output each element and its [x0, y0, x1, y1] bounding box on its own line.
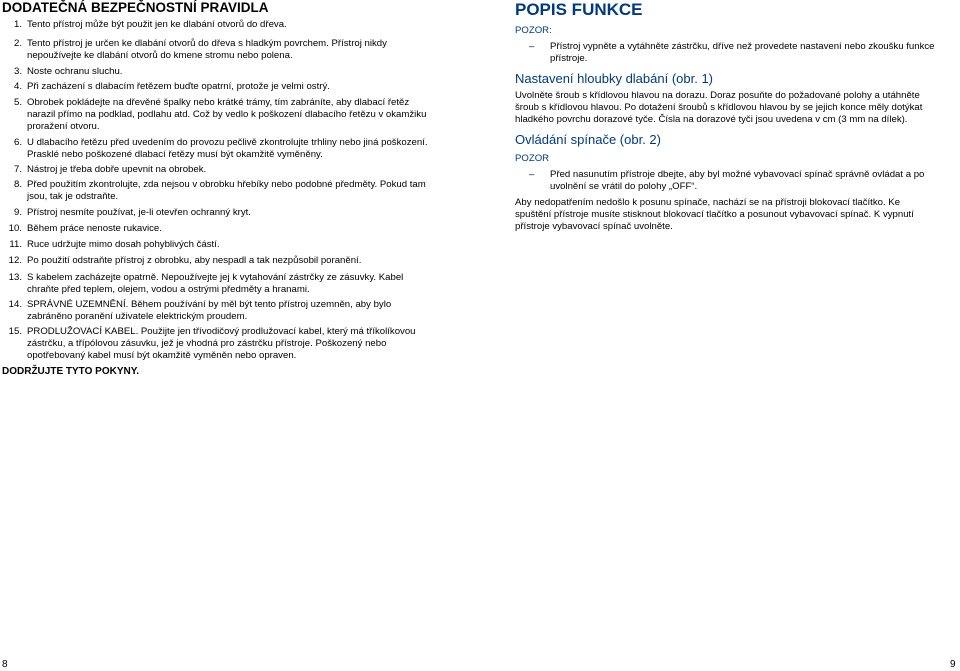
caution-label: POZOR	[515, 153, 550, 164]
switch-operation-paragraph: Aby nedopatřením nedošlo k posunu spínače, nachází se na přístroji blokovací tlačítko. Ke spuštění přístroje musíte stisknout blokovací tlačítko a posunout vybavovací spínač. K vypnutí přístroje vybavovací spínač uvolněte.	[515, 197, 914, 232]
page-number-left: 8	[2, 659, 8, 670]
dash-bullet: –	[529, 169, 535, 180]
depth-setting-heading: Nastavení hloubky dlabání (obr. 1)	[515, 71, 714, 86]
page-number-right: 9	[950, 659, 956, 670]
dash-bullet: –	[529, 41, 535, 52]
follow-instructions-note: DODRŽUJTE TYTO POKYNY.	[2, 366, 140, 377]
switch-operation-heading: Ovládání spínače (obr. 2)	[515, 132, 661, 147]
caution-label: POZOR:	[515, 25, 552, 36]
safety-rules-title: DODATEČNÁ BEZPEČNOSTNÍ PRAVIDLA	[2, 0, 269, 15]
depth-setting-paragraph: Uvolněte šroub s křídlovou hlavou na dorazu. Doraz posuňte do požadované polohy a utáhněte šroub s křídlovou hlavou. Po dotažení šroubů s křídlovou hlavou by se jejich konce měly dotýkat hladkého povrchu dorazové tyče. Čísla na dorazové tyči jsou uvedena v cm (3 mm na dílek).	[515, 90, 923, 125]
function-description-title: POPIS FUNKCE	[515, 0, 643, 19]
